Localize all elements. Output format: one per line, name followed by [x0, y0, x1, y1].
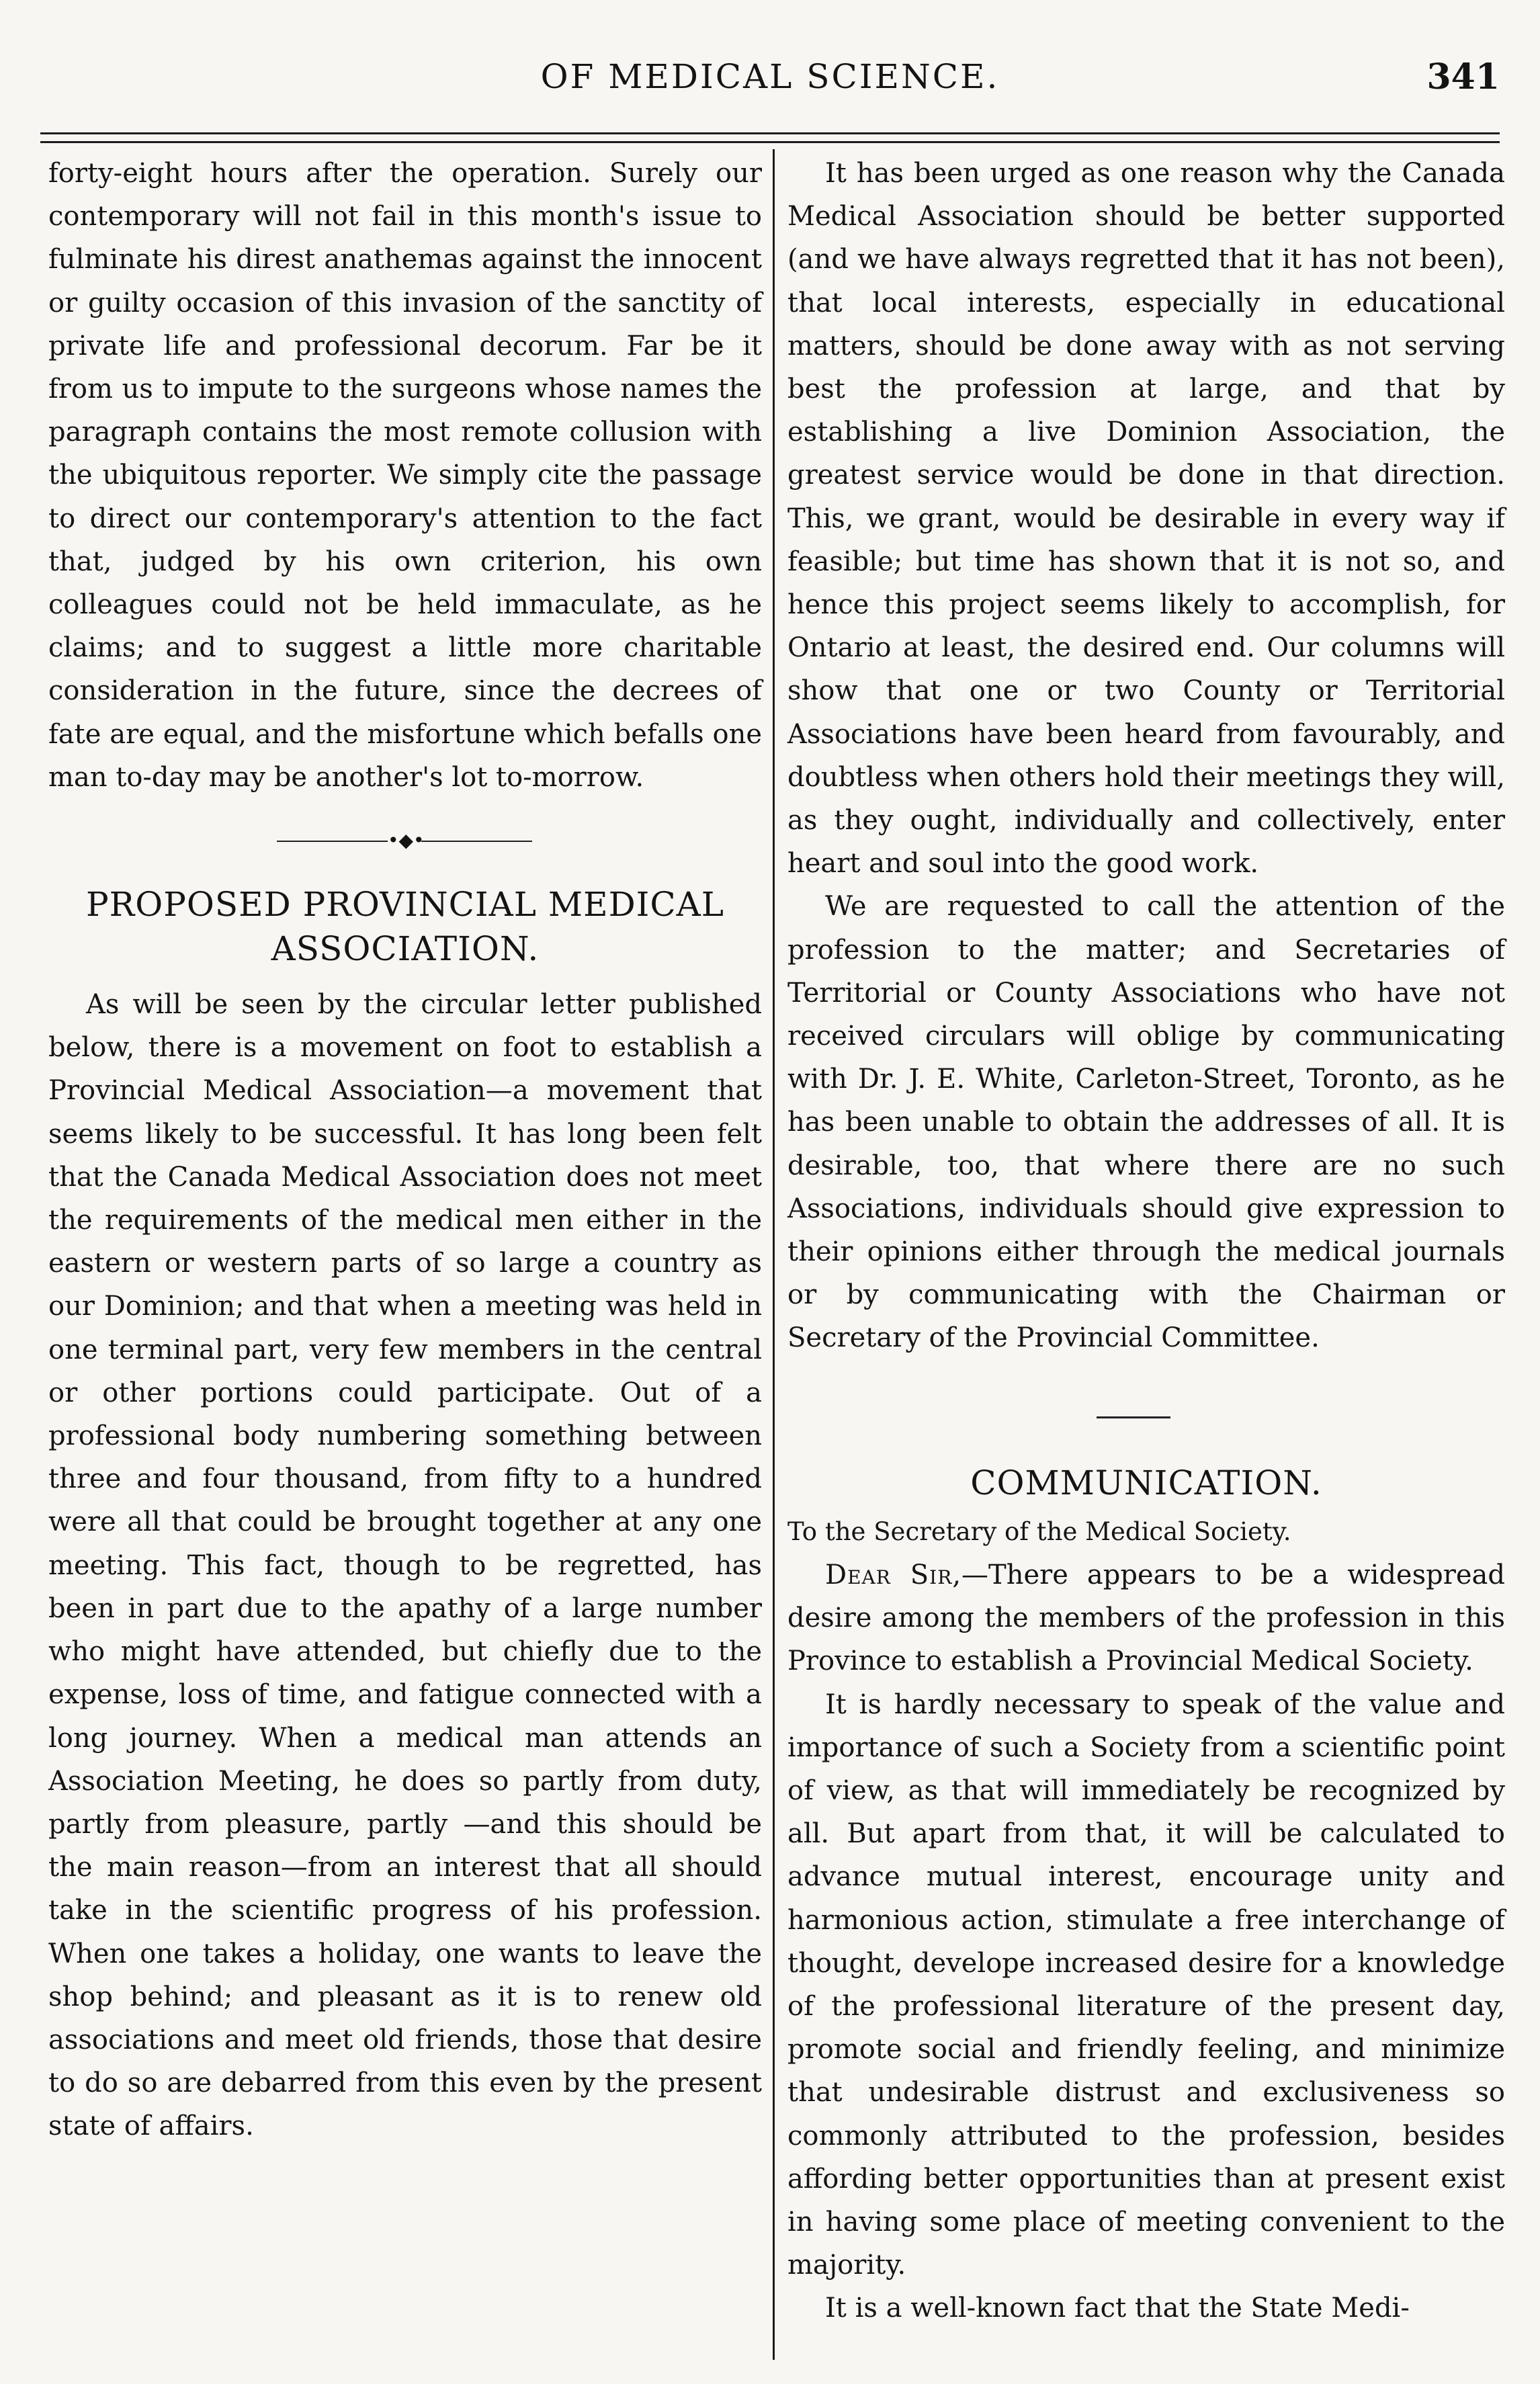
section-heading-proposed-association: PROPOSED PROVINCIAL MEDICAL ASSOCIATION.	[86, 885, 724, 969]
running-head: OF MEDICAL SCIENCE.	[540, 57, 1000, 96]
section-heading-communication: COMMUNICATION.	[970, 1463, 1322, 1502]
page-number: 341	[1426, 56, 1500, 97]
short-rule	[1097, 1416, 1170, 1418]
header-rule-top	[40, 132, 1500, 134]
left-paragraph-continued: forty-eight hours after the operation. Surely our contemporary will not fail in this month's issue to fulminate his direst anathemas against the innocent or guilty occasion of this invasion of the sanctity of private life and professional decorum. Far be it from us to impute to the surgeons whose names the paragraph contains the most remote collusion with the ubiquitous reporter. We simply cite the passage to direct our contemporary's attention to the fact that, judged by his own criterion, his own colleagues could not be held immaculate, as he claims; and to suggest a little more charitable consideration in the future, since the decrees of fate are equal, and the misfortune which befalls one man to-day may be another's lot to-morrow.	[48, 158, 762, 793]
page-header	[40, 56, 1500, 110]
right-paragraph-2: We are requested to call the attention of the profession to the matter; and Secretaries of Territorial or County Associations who have not received circulars will oblige by communicating with Dr. J. E. White, Carleton-Street, Toronto, as he has been unable to obtain the addresses of all. It is desirable, too, that where there are no such Associations, individuals should give expression to their opinions either through the medical journals or by communicating with the Chairman or Secretary of the Provincial Committee.	[787, 891, 1505, 1354]
letter-salutation: Dear Sir,	[825, 1559, 962, 1590]
header-rule-bottom	[40, 141, 1500, 143]
ornament-glyph: •◆•	[388, 829, 425, 852]
letter-paragraph-3: It is a well-known fact that the State Medi-	[825, 2293, 1410, 2324]
right-column	[787, 152, 1505, 2330]
section-ornament	[48, 799, 762, 882]
letter-paragraph-1-text: —There appears to be a widespread desire among the members of the profession in this Province to establish a Provincial Medical Society.	[787, 1559, 1505, 1677]
column-divider	[773, 149, 775, 2360]
letter-paragraph-1	[787, 1553, 1505, 1683]
left-paragraph-association: As will be seen by the circular letter published below, there is a movement on foot to establish a Provincial Medical Association—a movement that seems likely to be successful. It has long been felt that the Canada Medical Association does not meet the requirements of the medical men either in the eastern or western parts of so large a country as our Dominion; and that when a meeting was held in one terminal part, very few members in the central or other portions could participate. Out of a professional body numbering something between three and four thousand, from fifty to a hundred were all that could be brought together at any one meeting. This fact, though to be regretted, has been in part due to the apathy of a large number who might have attended, but chiefly due to the expense, loss of time, and fatigue connected with a long journey. When a medical man attends an Association Meeting, he does so partly from duty, partly from pleasure, partly —and this should be the main reason—from an interest that all should take in the scientific progress of his profession. When one takes a holiday, one wants to leave the shop behind; and pleasant as it is to renew old associations and meet old friends, those that desire to do so are debarred from this even by the present state of affairs.	[48, 989, 762, 2142]
section-divider	[787, 1360, 1505, 1461]
letter-address-line: To the Secretary of the Medical Society.	[787, 1517, 1291, 1546]
letter-paragraph-2: It is hardly necessary to speak of the value and importance of such a Society from a scientific point of view, as that will immediately be recognized by all. But apart from that, it will be calculated to advance mutual interest, encourage unity and harmonious action, stimulate a free interchange of thought, develope increased desire for a knowledge of the professional literature of the present day, promote social and friendly feeling, and minimize that undesirable distrust and exclusiveness so commonly attributed to the profession, besides affording better opportunities than at present exist in having some place of meeting convenient to the majority.	[787, 1689, 1505, 2281]
right-paragraph-1: It has been urged as one reason why the Canada Medical Association should be better supported (and we have always regretted that it has not been), that local interests, especially in educational matters, should be done away with as not serving best the profession at large, and that by establishing a live Dominion Association, the greatest service would be done in that direction. This, we grant, would be desirable in every way if feasible; but time has shown that it is not so, and hence this project seems likely to accomplish, for Ontario at least, the desired end. Our columns will show that one or two County or Territorial Associations have been heard from favourably, and doubtless when others hold their meetings they will, as they ought, individually and collectively, enter heart and soul into the good work.	[787, 158, 1505, 880]
left-column	[48, 152, 762, 2148]
